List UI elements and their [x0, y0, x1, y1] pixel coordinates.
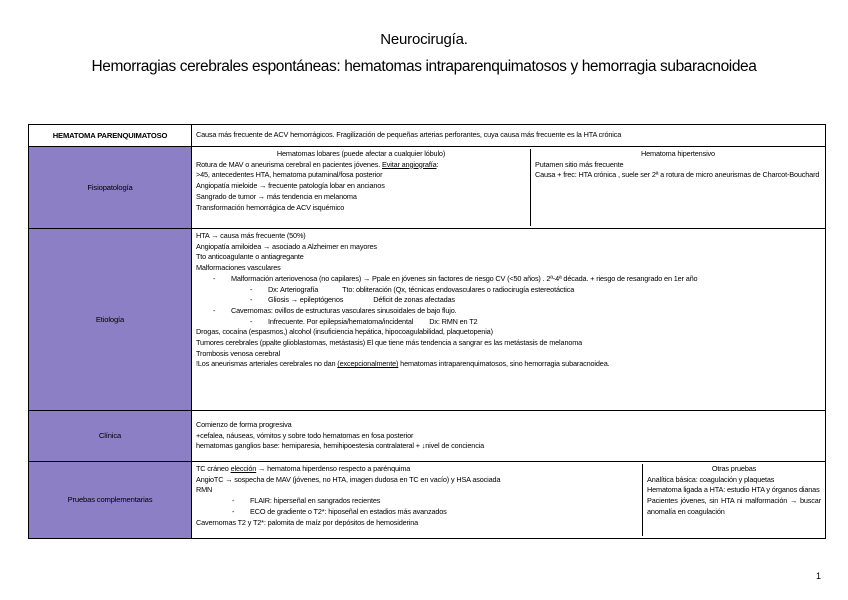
clinica-line: Comienzo de forma progresiva	[196, 419, 292, 429]
clinica-line: +cefalea, náuseas, vómitos y sobre todo hematomas en fosa posterior	[196, 430, 414, 440]
page-number: 1	[815, 571, 821, 581]
lobares-line: Transformación hemorrágica de ACV isquémico	[196, 202, 345, 212]
document-subject: Neurocirugía.	[380, 31, 468, 48]
otras-pruebas-heading: Otras pruebas	[711, 464, 757, 473]
lobares-line: >45, antecedentes HTA, hematoma putaminal/fosa posterior	[196, 170, 383, 180]
hipertensivo-heading: Hematoma hipertensivo	[641, 149, 715, 158]
lobares-line: Sangrado de tumor → más tendencia en melanoma	[196, 191, 357, 201]
otras-pruebas-line: Analítica básica: coagulación y plaquetas	[647, 474, 775, 484]
clinica-line: hematomas ganglios base: hemiparesia, hemihipoestesia contralateral + ↓nivel de conciencia	[196, 441, 485, 451]
pruebas-line: Cavernomas T2 y T2*: palomita de maíz por depósitos de hemosiderina	[196, 517, 419, 527]
summary-table	[28, 124, 826, 539]
etiologia-line: Tto anticoagulante o antiagregante	[196, 252, 304, 262]
section-label-pruebas: Pruebas complementarias	[29, 462, 192, 539]
pruebas-line: TC cráneo elección → hematoma hiperdenso respecto a parénquima	[196, 464, 411, 473]
etiologia-line: HTA → causa más frecuente (50%)	[196, 231, 306, 240]
pruebas-main-column	[196, 464, 642, 536]
hipertensivo-line: Causa + frec: HTA crónica , suele ser 2ª a rotura de micro aneurismas de Charcot-Bouchard	[535, 170, 820, 180]
etiologia-content	[192, 229, 826, 411]
pruebas-line: - FLAIR: hiperseñal en sangrados recientes	[232, 496, 381, 506]
table-row	[29, 125, 826, 147]
etiologia-line: Malformaciones vasculares	[196, 263, 281, 273]
etiologia-line: - Malformación arteriovenosa (no capilares) → Ppale en jóvenes sin factores de riesgo CV (<50 años) . 2ª-4ª década. + riesgo de resangrado en 1er año	[213, 273, 698, 283]
etiologia-line: Trombosis venosa cerebral	[196, 348, 280, 358]
section-label-etiologia: Etiología	[29, 229, 192, 411]
table-row	[29, 462, 826, 539]
hematoma-definition: Causa más frecuente de ACV hemorrágicos. Fragilización de pequeñas arterias perforantes, cuya causa más frecuente es la HTA crónica	[192, 125, 826, 147]
hipertensivo-line: Putamen sitio más frecuente	[535, 159, 624, 169]
etiologia-line: - Gliosis → epileptógenos Déficit de zonas afectadas	[250, 295, 455, 305]
table-row	[29, 229, 826, 411]
etiologia-line: - Cavernomas: ovillos de estructuras vasculares sinusoidales de bajo flujo.	[213, 305, 457, 315]
section-label-hematoma: HEMATOMA PARENQUIMATOSO	[29, 125, 192, 147]
section-label-clinica: Clínica	[29, 411, 192, 462]
pruebas-line: RMN	[196, 485, 213, 495]
etiologia-line: Drogas, cocaína (espasmos,) alcohol (insuficiencia hepática, hipocoagulabilidad, plaquetopenia)	[196, 327, 493, 337]
etiologia-line: Tumores cerebrales (ppalte glioblastomas, metástasis) El que tiene más tendencia a sangrar es las metástasis de melanoma	[196, 338, 583, 348]
fisiopatologia-content	[192, 147, 826, 229]
section-label-fisiopatologia: Fisiopatología	[29, 147, 192, 229]
otras-pruebas-column	[642, 464, 821, 536]
otras-pruebas-line: Hematoma ligada a HTA: estudio HTA y órganos dianas	[647, 485, 820, 495]
hipertensivo-column	[530, 149, 825, 226]
etiologia-line: Angiopatía amiloidea → asociado a Alzheimer en mayores	[196, 241, 377, 251]
table-row	[29, 411, 826, 462]
etiologia-line: - Infrecuente. Por epilepsia/hematoma/incidental Dx: RMN en T2	[250, 316, 478, 326]
document-header	[0, 30, 848, 78]
lobares-heading: Hematomas lobares (puede afectar a cualquier lóbulo)	[276, 149, 446, 158]
table-row	[29, 147, 826, 229]
document-title: Hemorragias cerebrales espontáneas: hematomas intraparenquimatosos y hemorragia subaracnoidea	[91, 58, 757, 75]
otras-pruebas-line: Pacientes jóvenes, sin HTA ni malformación → buscar anomalía en coagulación	[647, 496, 821, 516]
etiologia-line: - Dx: Arteriografía Tto: obliteración (Qx, técnicas endovasculares o radiocirugía estereotáctica	[250, 284, 575, 294]
lobares-line: Angiopatía mieloide → frecuente patología lobar en ancianos	[196, 181, 385, 191]
pruebas-line: AngioTC → sospecha de MAV (jóvenes, no HTA, imagen dudosa en TC en vacío) y HSA asociada	[196, 474, 501, 484]
pruebas-line: - ECO de gradiente o T2*: hiposeñal en estadios más avanzados	[232, 506, 447, 516]
lobares-column	[196, 149, 530, 226]
lobares-line: Rotura de MAV o aneurisma cerebral en pacientes jóvenes. Evitar angiografía:	[196, 159, 439, 169]
etiologia-line: !Los aneurismas arteriales cerebrales no dan (excepcionalmente) hematomas intraparenquimatosos, sino hemorragia subaracnoidea.	[196, 359, 610, 369]
clinica-content	[192, 411, 826, 462]
pruebas-content	[192, 462, 826, 539]
